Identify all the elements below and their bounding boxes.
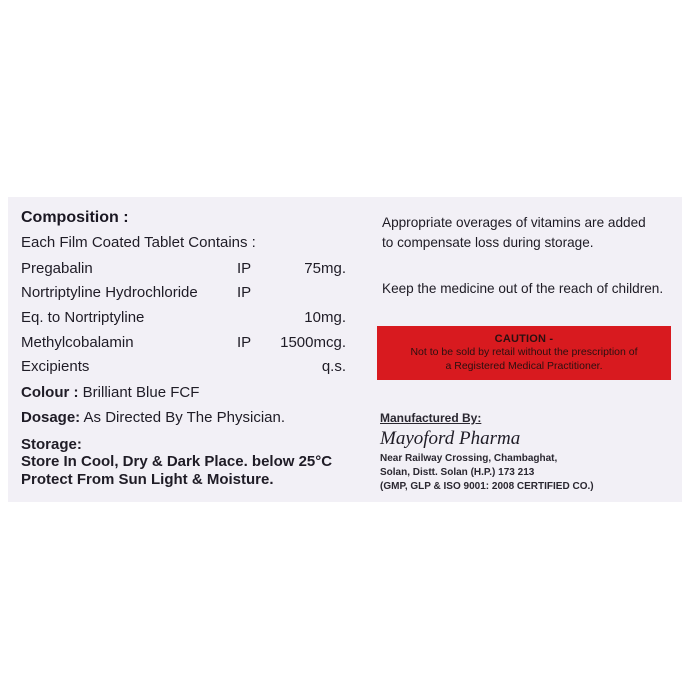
manufacturer-label: Manufactured By: bbox=[380, 411, 482, 425]
ingredient-name: Methylcobalamin bbox=[21, 334, 134, 351]
dosage-line bbox=[21, 409, 285, 426]
dosage-value: As Directed By The Physician. bbox=[83, 409, 286, 426]
dosage-label: Dosage: bbox=[21, 409, 81, 426]
reach-warning: Keep the medicine out of the reach of children. bbox=[382, 281, 664, 296]
address-line: Solan, Distt. Solan (H.P.) 173 213 bbox=[380, 467, 535, 478]
colour-label: Colour : bbox=[21, 384, 79, 401]
caution-text: Not to be sold by retail without the prescription of bbox=[410, 346, 638, 358]
ingredient-amount: q.s. bbox=[321, 358, 346, 375]
storage-line: Protect From Sun Light & Moisture. bbox=[21, 471, 274, 488]
label-panel bbox=[8, 197, 682, 502]
ingredient-amount: 10mg. bbox=[304, 309, 346, 326]
caution-title: CAUTION - bbox=[494, 333, 554, 345]
storage-heading: Storage: bbox=[21, 436, 82, 453]
overages-note: Appropriate overages of vitamins are added bbox=[382, 215, 646, 230]
ingredient-amount: 1500mcg. bbox=[280, 334, 346, 351]
storage-line: Store In Cool, Dry & Dark Place. below 25°C bbox=[21, 453, 333, 470]
ingredient-amount: 75mg. bbox=[304, 260, 346, 277]
address-line: Near Railway Crossing, Chambaghat, bbox=[380, 453, 558, 464]
ingredient-standard: IP bbox=[237, 284, 252, 301]
ingredient-name: Pregabalin bbox=[21, 260, 93, 277]
company-name: Mayoford Pharma bbox=[380, 428, 521, 449]
ingredient-standard: IP bbox=[237, 334, 252, 351]
caution-box bbox=[377, 326, 671, 380]
ingredient-name: Nortriptyline Hydrochloride bbox=[21, 284, 198, 301]
overages-note: to compensate loss during storage. bbox=[382, 235, 594, 250]
composition-intro: Each Film Coated Tablet Contains : bbox=[21, 234, 256, 251]
ingredient-name: Eq. to Nortriptyline bbox=[21, 309, 145, 326]
colour-line bbox=[21, 384, 199, 401]
composition-heading: Composition : bbox=[21, 209, 129, 226]
ingredient-name: Excipients bbox=[21, 358, 90, 375]
caution-text: a Registered Medical Practitioner. bbox=[445, 360, 603, 372]
ingredient-standard: IP bbox=[237, 260, 252, 277]
certification: (GMP, GLP & ISO 9001: 2008 CERTIFIED CO.) bbox=[380, 481, 594, 492]
colour-value: Brilliant Blue FCF bbox=[82, 384, 200, 401]
